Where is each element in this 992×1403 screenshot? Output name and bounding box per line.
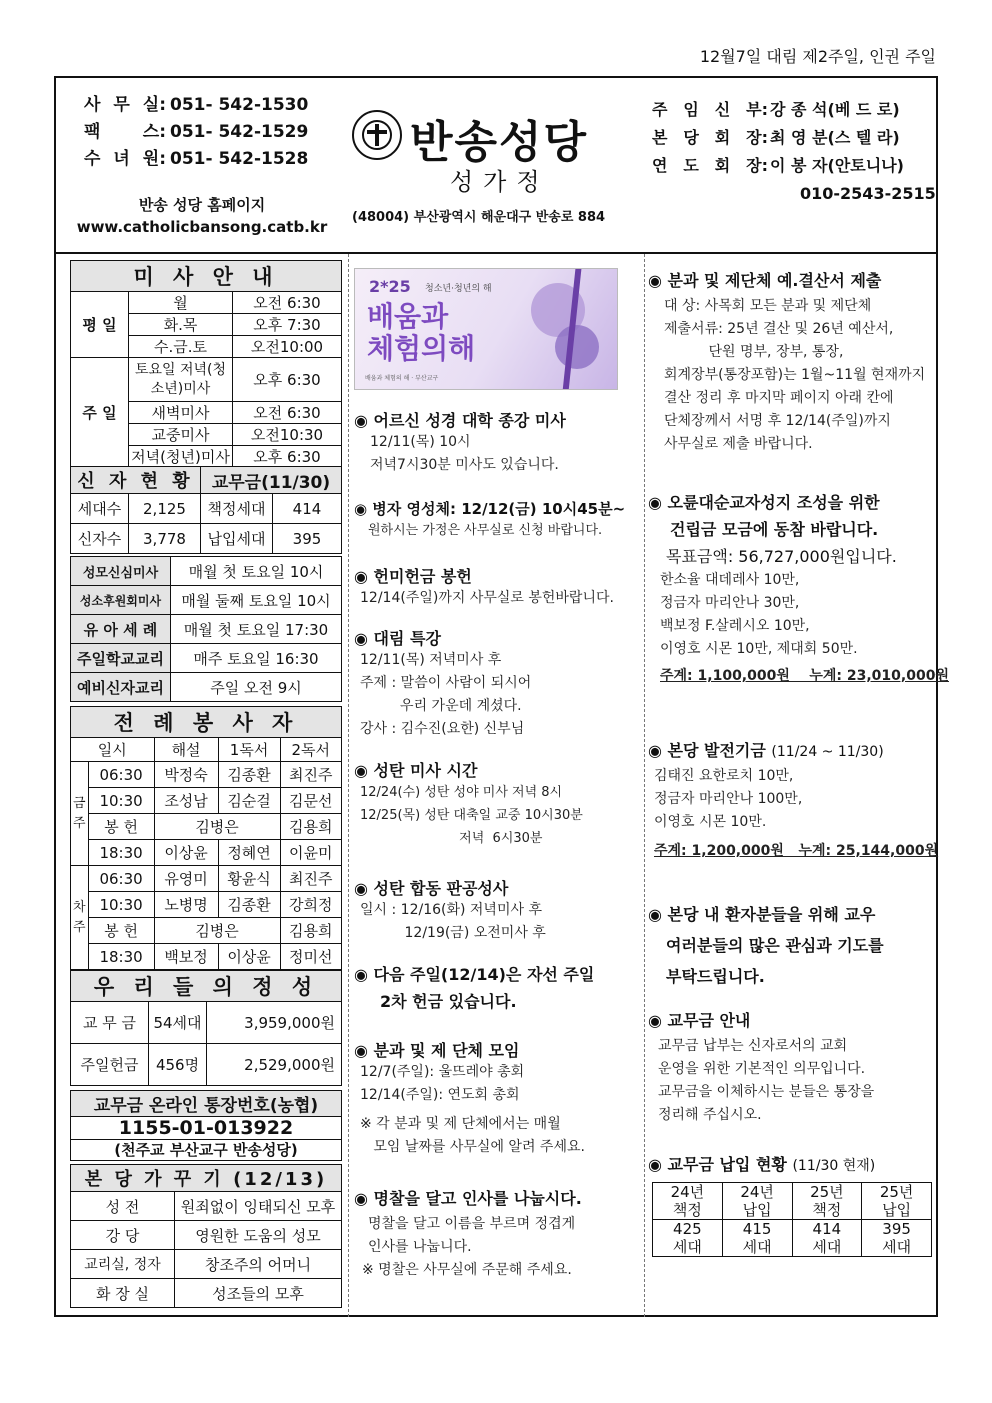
liturgy-time: 봉 헌 [88, 918, 154, 944]
banner-year: 2*25 [369, 277, 411, 296]
liturgy-header: 2독서 [280, 738, 341, 762]
account-holder: (천주교 부산교구 반송성당) [71, 1140, 342, 1161]
status-title: ◉ 교무금 납입 현황 [648, 1155, 787, 1174]
budget-line: 제출서류: 25년 결산 및 26년 예산서, [664, 321, 894, 337]
pastor-name: 강 종 석(베 드 로) [770, 100, 900, 119]
offering-amount: 3,959,000원 [207, 1002, 342, 1044]
status-header: 25년 납입 [862, 1183, 932, 1220]
chair-name: 최 영 분(스 텔 라) [770, 128, 900, 147]
mass-day: 저녁(청년)미사 [129, 446, 233, 468]
notice-item [354, 876, 546, 945]
liturgy-reader1: 이상윤 [218, 944, 280, 970]
schedule-when: 매월 첫 토요일 10시 [171, 557, 342, 586]
decor-place: 교리실, 정자 [71, 1250, 175, 1279]
notice-line: 원하시는 가정은 사무실로 신청 바랍니다. [368, 523, 603, 538]
liturgy-reader1: 황윤식 [218, 866, 280, 892]
offering-count: 54세대 [149, 1002, 207, 1044]
notice-title: ◉ 병자 영성체: 12/12(금) 10시45분~ [354, 500, 626, 518]
notice-title: ◉ 대림 특강 [354, 629, 441, 648]
liturgy-table [70, 706, 342, 970]
dev-title: ◉ 본당 발전기금 [648, 741, 766, 760]
notice-line: 12/14(주일)까지 사무실로 봉헌바랍니다. [360, 590, 614, 606]
banner-line1: 배움과 [367, 300, 449, 333]
notice-item [354, 962, 594, 1012]
liturgy-time: 10:30 [88, 788, 154, 814]
notice-title: ◉ 어르신 성경 대학 종강 미사 [354, 411, 566, 430]
liturgy-reader2: 강희정 [280, 892, 341, 918]
liturgy-commentator: 유영미 [154, 866, 218, 892]
homepage-url[interactable]: www.catholicbansong.catb.kr [76, 218, 328, 236]
pastor-label: 주 임 신 부: [652, 100, 768, 119]
mass-day: 화.목 [129, 314, 233, 336]
dev-donor: 이영호 시몬 10만. [654, 814, 767, 830]
decor-title: 본 당 가 꾸 기 (12/13) [71, 1165, 342, 1192]
liturgy-offertory2: 김용희 [280, 918, 341, 944]
mass-day: 새벽미사 [129, 402, 233, 424]
members-label: 납입세대 [201, 524, 273, 554]
notice-title: ◉ 명찰을 달고 인사를 나눕시다. [354, 1189, 582, 1208]
members-label: 세대수 [71, 494, 129, 524]
notice-line: 모임 날짜를 사무실에 알려 주세요. [360, 1139, 585, 1155]
liturgy-reader2: 이윤미 [280, 840, 341, 866]
notice-line: 우리 가운데 계셨다. [360, 698, 522, 714]
liturgy-reader1: 정혜연 [218, 840, 280, 866]
figure-shape [555, 325, 599, 369]
members-value: 395 [273, 524, 342, 554]
shrine-goal: 목표금액: 56,727,000원입니다. [666, 547, 897, 566]
year-banner [354, 268, 618, 390]
notice-line: ※ 각 분과 및 제 단체에서는 매월 [360, 1116, 561, 1132]
notice-line: 명찰을 달고 이름을 부르며 정겹게 [368, 1216, 576, 1232]
liturgy-commentator: 조성남 [154, 788, 218, 814]
notice-item [354, 408, 566, 477]
dev-total: 주계: 1,200,000원 누계: 25,144,000원 [654, 843, 939, 859]
mass-time: 오전 6:30 [233, 292, 342, 314]
sunday-label: 주 일 [71, 358, 129, 468]
offering-label: 교 무 금 [71, 1002, 149, 1044]
fax-number: 051- 542-1529 [170, 122, 309, 142]
notice-line: 12/11(목) 10시 [370, 434, 471, 450]
convent-label: 수 녀 원: [84, 149, 166, 169]
prayer-line: ◉ 본당 내 환자분들을 위해 교우 [648, 905, 876, 924]
notice-line: ※ 명찰은 사무실에 주문해 주세요. [362, 1262, 572, 1278]
liturgy-commentator: 박정숙 [154, 762, 218, 788]
notice-line: 12/14(주일): 연도회 총회 [360, 1087, 520, 1103]
members-table [70, 466, 342, 554]
mass-day: 수.금.토 [129, 336, 233, 358]
offering-amount: 2,529,000원 [207, 1044, 342, 1086]
mass-time: 오후 6:30 [233, 446, 342, 468]
status-value: 415 세대 [722, 1220, 792, 1257]
notice-item [354, 498, 625, 542]
office-phone: 051- 542-1530 [170, 95, 309, 115]
liturgy-header: 해설 [154, 738, 218, 762]
shrine-title: ◉ 오륜대순교자성지 조성을 위한 [648, 493, 880, 512]
due-line: 교무금 납부는 신자로서의 교회 [658, 1038, 848, 1054]
liturgy-reader2: 최진주 [280, 762, 341, 788]
schedule-when: 매주 토요일 16:30 [171, 644, 342, 673]
offering-count: 456명 [149, 1044, 207, 1086]
budget-line: 단체장께서 서명 후 12/14(주일)까지 [664, 413, 891, 429]
liturgy-reader1: 김종환 [218, 762, 280, 788]
due-notice [648, 1008, 874, 1127]
offering-table [70, 970, 342, 1086]
dev-donor: 정금자 마리안나 100만, [654, 791, 803, 807]
notice-line: 주제 : 말씀이 사람이 되시어 [360, 675, 532, 691]
shrine-total: 주계: 1,100,000원 누계: 23,010,000원 [660, 668, 949, 684]
column-divider [644, 254, 645, 1317]
members-label: 책정세대 [201, 494, 273, 524]
due-status-table [652, 1182, 932, 1257]
offering-label: 주일헌금 [71, 1044, 149, 1086]
church-seal-icon [352, 110, 402, 160]
notice-title: ◉ 분과 및 제 단체 모임 [354, 1041, 520, 1060]
liturgy-header: 일시 [71, 738, 155, 762]
prayer-line: 부탁드립니다. [666, 967, 765, 986]
decor-who: 영원한 도움의 성모 [175, 1221, 342, 1250]
decor-table [70, 1164, 342, 1308]
decor-place: 강 당 [71, 1221, 175, 1250]
schedule-table [70, 556, 342, 702]
status-date: (11/30 현재) [792, 1158, 876, 1174]
notice-item [354, 626, 531, 741]
schedule-name: 유 아 세 례 [71, 615, 171, 644]
senior-label: 연 도 회 장: [652, 156, 768, 175]
church-name: 반송성당 [410, 117, 589, 168]
account-table [70, 1090, 342, 1161]
liturgy-offertory: 김병은 [154, 814, 280, 840]
notice-item [354, 758, 583, 850]
schedule-name: 성소후원회미사 [71, 586, 171, 615]
mass-time: 오전10:30 [233, 424, 342, 446]
notice-line: 저녁7시30분 미사도 있습니다. [370, 457, 559, 473]
budget-line: 단원 명부, 장부, 통장, [664, 344, 844, 360]
notice-line: 일시 : 12/16(화) 저녁미사 후 [360, 902, 542, 918]
decor-who: 성조들의 모후 [175, 1279, 342, 1308]
shrine-donor: 이영호 시몬 10만, 제대회 50만. [660, 641, 858, 657]
decor-who: 원죄없이 잉태되신 모후 [175, 1192, 342, 1221]
chair-label: 본 당 회 장: [652, 128, 768, 147]
budget-line: 결산 정리 후 마지막 페이지 아래 칸에 [664, 390, 894, 406]
senior-phone: 010-2543-2515 [800, 184, 936, 203]
liturgy-time: 06:30 [88, 762, 154, 788]
liturgy-commentator: 이상윤 [154, 840, 218, 866]
due-line: 교무금을 이체하시는 분들은 통장을 [658, 1084, 875, 1100]
schedule-name: 주일학교교리 [71, 644, 171, 673]
due-line: 정리해 주십시오. [658, 1107, 762, 1123]
shrine-donor: 한소율 대데레사 10만, [660, 572, 800, 588]
notice-item [354, 1186, 582, 1282]
schedule-when: 매월 첫 토요일 17:30 [171, 615, 342, 644]
members-value: 2,125 [129, 494, 201, 524]
notice-title: ◉ 다음 주일(12/14)은 자선 주일 [354, 965, 595, 984]
status-value: 425 세대 [653, 1220, 723, 1257]
this-week-label: 금 주 [71, 762, 89, 866]
liturgy-time: 06:30 [88, 866, 154, 892]
notice-title: ◉ 헌미헌금 봉헌 [354, 567, 472, 586]
banner-desc: 배움과 체험의 해 · 부산교구 [365, 375, 439, 382]
homepage-block [68, 194, 336, 238]
banner-line2: 체험의해 [367, 332, 476, 365]
schedule-name: 예비신자교리 [71, 673, 171, 702]
offering-title: 우 리 들 의 정 성 [71, 971, 342, 1002]
shrine-title2: 건립금 모금에 동참 바랍니다. [670, 520, 879, 539]
column-divider [348, 254, 349, 1317]
members-label: 신자수 [71, 524, 129, 554]
due-line: 운영을 위한 기본적인 의무입니다. [658, 1061, 866, 1077]
mass-time: 오전 6:30 [233, 402, 342, 424]
due-title: 교무금(11/30) [201, 467, 342, 494]
status-header: 24년 책정 [653, 1183, 723, 1220]
notice-line: 12/25(목) 성탄 대축일 교중 10시30분 [360, 808, 583, 823]
liturgy-time: 봉 헌 [88, 814, 154, 840]
decor-place: 화 장 실 [71, 1279, 175, 1308]
convent-phone: 051- 542-1528 [170, 149, 309, 169]
liturgy-time: 18:30 [88, 840, 154, 866]
church-subtitle: 성가정 [450, 168, 550, 196]
bulletin-frame [54, 76, 949, 1317]
bulletin-header [56, 78, 936, 254]
liturgy-reader1: 김종환 [218, 892, 280, 918]
status-value: 414 세대 [792, 1220, 862, 1257]
mass-time: 오후 7:30 [233, 314, 342, 336]
notice-line: 강사 : 김수진(요한) 신부님 [360, 721, 525, 737]
due-status [648, 1152, 875, 1175]
account-title: 교무금 온라인 통장번호(농협) [71, 1091, 342, 1117]
liturgy-reader2: 최진주 [280, 866, 341, 892]
liturgy-title: 전 례 봉 사 자 [71, 707, 342, 738]
status-header: 25년 책정 [792, 1183, 862, 1220]
prayer-line: 여러분들의 많은 관심과 기도를 [666, 936, 884, 955]
weekday-label: 평 일 [71, 292, 129, 358]
liturgy-time: 18:30 [88, 944, 154, 970]
mass-day: 토요일 저녁(청소년)미사 [129, 358, 233, 402]
budget-line: 대 상: 사목회 모든 분과 및 제단체 [664, 298, 872, 314]
budget-notice [648, 268, 925, 456]
liturgy-commentator: 백보정 [154, 944, 218, 970]
middle-column [354, 268, 644, 1278]
liturgy-header: 1독서 [218, 738, 280, 762]
shrine-notice [648, 490, 949, 688]
next-week-label: 차 주 [71, 866, 89, 970]
senior-name: 이 봉 자(안토니나) [770, 156, 904, 175]
schedule-when: 매월 둘째 토요일 10시 [171, 586, 342, 615]
budget-line: 회계장부(통장포함)는 1월~11월 현재까지 [664, 367, 926, 383]
banner-tag: 청소년·청년의 해 [425, 284, 492, 294]
fax-label: 팩 스: [84, 122, 166, 142]
schedule-name: 성모신심미사 [71, 557, 171, 586]
due-notice-title: ◉ 교무금 안내 [648, 1011, 751, 1030]
dev-fund-notice [648, 738, 938, 863]
members-value: 414 [273, 494, 342, 524]
status-value: 395 세대 [862, 1220, 932, 1257]
notice-line: 12/19(금) 오전미사 후 [360, 925, 546, 941]
mass-day: 월 [129, 292, 233, 314]
issue-date: 12월7일 대림 제2주일, 인권 주일 [699, 47, 936, 66]
mass-table [70, 260, 342, 468]
members-value: 3,778 [129, 524, 201, 554]
notice-title: ◉ 성탄 합동 판공성사 [354, 879, 509, 898]
notice-title: ◉ 성탄 미사 시간 [354, 761, 478, 780]
status-header: 24년 납입 [722, 1183, 792, 1220]
homepage-label: 반송 성당 홈페이지 [138, 196, 266, 214]
office-label: 사 무 실: [84, 95, 166, 115]
notice-item [354, 1038, 585, 1159]
notice-line: 12/11(목) 저녁미사 후 [360, 652, 502, 668]
mass-title: 미 사 안 내 [71, 261, 342, 292]
mass-time: 오전10:00 [233, 336, 342, 358]
liturgy-reader2: 정미선 [280, 944, 341, 970]
dev-period: (11/24 ~ 11/30) [771, 744, 884, 760]
liturgy-reader2: 김문선 [280, 788, 341, 814]
church-address: (48004) 부산광역시 해운대구 반송로 884 [352, 210, 606, 225]
liturgy-offertory: 김병은 [154, 918, 280, 944]
notice-line: 저녁 6시30분 [360, 831, 543, 846]
liturgy-time: 10:30 [88, 892, 154, 918]
budget-line: 사무실로 제출 바랍니다. [664, 436, 813, 452]
liturgy-reader1: 김순걸 [218, 788, 280, 814]
notice-line: 인사를 나눕니다. [368, 1239, 472, 1255]
mass-time: 오후 6:30 [233, 358, 342, 402]
notice-line: 12/24(수) 성탄 성야 미사 저녁 8시 [360, 785, 563, 800]
notice-item [354, 564, 614, 610]
shrine-donor: 백보정 F.살레시오 10만, [660, 618, 810, 634]
shrine-donor: 정금자 마리안나 30만, [660, 595, 800, 611]
members-title: 신 자 현 황 [71, 467, 201, 494]
mass-day: 교중미사 [129, 424, 233, 446]
decor-place: 성 전 [71, 1192, 175, 1221]
decor-who: 창조주의 어머니 [175, 1250, 342, 1279]
notice-subtitle: 2차 헌금 있습니다. [380, 992, 517, 1011]
liturgy-offertory2: 김용희 [280, 814, 341, 840]
prayer-notice [648, 902, 884, 987]
budget-title: ◉ 분과 및 제단체 예.결산서 제출 [648, 271, 882, 290]
contact-block [84, 92, 308, 173]
schedule-when: 주일 오전 9시 [171, 673, 342, 702]
dev-donor: 김태진 요한로치 10만, [654, 768, 794, 784]
liturgy-commentator: 노병명 [154, 892, 218, 918]
staff-block [652, 96, 936, 208]
notice-line: 12/7(주일): 울뜨레야 총회 [360, 1064, 525, 1080]
account-number[interactable]: 1155-01-013922 [71, 1117, 342, 1140]
